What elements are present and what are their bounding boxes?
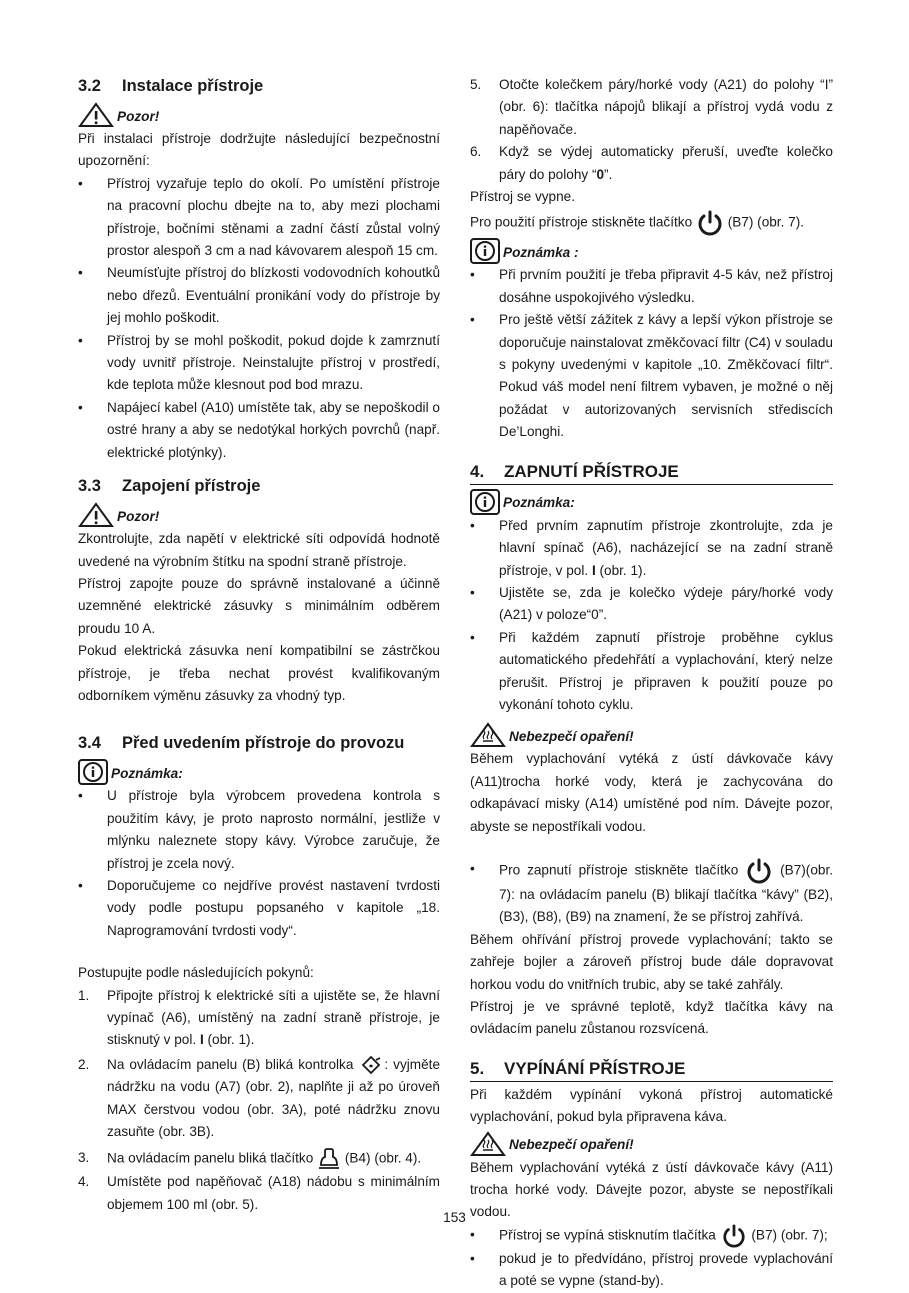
paragraph: Pro použití přístroje stiskněte tlačítko (B7) (obr. 7). <box>470 210 833 236</box>
list-item: 4. Umístěte pod napěňovač (A18) nádobu s minimálním objemem 100 ml (obr. 5). <box>78 1174 440 1212</box>
list-item: • Při každém zapnutí přístroje proběhne cyklus automatického předehřátí a vyplachování, který nelze přerušit. Přístroj je připraven k použití pouze po vykonání tohoto cyklu. <box>470 627 833 717</box>
paragraph: Zkontrolujte, zda napětí v elektrické síti odpovídá hodnotě uvedené na výrobním štítku na spodní straně přístroje. <box>78 531 440 569</box>
power-icon <box>745 858 773 884</box>
paragraph: Přístroj zapojte pouze do správně instalované a účinně uzemněné elektrické zásuvky s minimálním odběrem proudu 10 A. <box>78 575 440 636</box>
list-item: 3. Na ovládacím panelu bliká tlačítko (B4) (obr. 4). <box>78 1147 440 1171</box>
bullet-list <box>78 173 440 464</box>
water-tank-icon <box>358 1054 384 1076</box>
list-item: 5. Otočte kolečkem páry/horké vody (A21) do polohy “I” (obr. 6): tlačítka nápojů blikají a přístroj vydá vodu z napěňovače. <box>470 77 833 137</box>
danger-note: Nebezpečí opaření! <box>470 1129 833 1157</box>
list-item: 2. Na ovládacím panelu (B) bliká kontrolka : vyjměte nádržku na vodu (A7) (obr. 2), naplňte ji až po úroveň MAX čerstvou vodou (obr. 3A), poté nádržku znovu zasuňte (obr. 3B). <box>78 1054 440 1144</box>
hot-water-icon <box>317 1147 341 1171</box>
paragraph: Během vyplachování vytéká z ústí dávkovače kávy (A11) trocha horké vody. Dávejte pozor, abyste se nepostříkali vodou. <box>470 1159 833 1220</box>
list-item: • Ujistěte se, zda je kolečko výdeje páry/horké vody (A21) v poloze“0”. <box>470 582 833 627</box>
page-number: 153 <box>443 1210 466 1225</box>
paragraph: Přístroj se vypne. <box>470 189 576 205</box>
paragraph: Pokud elektrická zásuvka není kompatibilní se zástrčkou přístroje, je třeba nechat provést kvalifikovaným odborníkem výměnu zásuvky za vhodný typ. <box>78 643 440 703</box>
hot-surface-warning-icon <box>470 1131 506 1157</box>
info-icon <box>470 238 500 264</box>
paragraph: Postupujte podle následujících pokynů: <box>78 965 314 981</box>
info-icon <box>470 489 500 515</box>
heading-3-2: 3.2 Instalace přístroje <box>78 77 264 95</box>
list-item: 1. Připojte přístroj k elektrické síti a ujistěte se, že hlavní vypínač (A6), umístěný na zadní straně přístroje, je stisknutý v pol. I (obr. 1). <box>78 987 440 1048</box>
hot-surface-warning-icon <box>470 722 506 748</box>
list-item: • Přístroj by se mohl poškodit, pokud dojde k zamrznutí vody uvnitř přístroje. Neinstalujte přístroj v prostředí, kde teplota může klesnout pod bod mrazu. <box>78 330 440 397</box>
heading-4: 4. ZAPNUTÍ PŘÍSTROJE <box>470 460 833 485</box>
list-item: • Napájecí kabel (A10) umístěte tak, aby se nepoškodil o ostré hrany a aby se nedotýkal horkých povrchů (např. elektrické plotýnky). <box>78 397 440 464</box>
list-item: • pokud je to předvídáno, přístroj provede vyplachování a poté se vypne (stand-by). <box>470 1248 833 1293</box>
paragraph: Při každém vypínání vykoná přístroj automatické vyplachování, pokud byla připravena káva. <box>470 1086 833 1125</box>
list-item: • Pro zapnutí přístroje stiskněte tlačítko (B7)(obr. 7): na ovládacím panelu (B) blikají tlačítka “kávy” (B2), (B3), (B8), (B9) na znamení, že se přístroj zahřívá. <box>470 858 833 929</box>
power-icon <box>720 1224 748 1248</box>
warning-note: Pozor! <box>78 100 440 128</box>
list-item: • Neumísťujte přístroj do blízkosti vodovodních kohoutků nebo dřezů. Eventuální pronikání vody do přístroje by jej mohlo poškodit. <box>78 262 440 329</box>
numbered-list <box>470 74 833 186</box>
heading-3-3: 3.3 Zapojení přístroje <box>78 477 261 496</box>
list-item: • Při prvním použití je třeba připravit 4-5 káv, než přístroj dosáhne uspokojivého výsledku. <box>470 264 833 309</box>
paragraph: Přístroj je ve správné teplotě, když tlačítka kávy na ovládacím panelu zůstanou rozsvícená. <box>470 999 833 1037</box>
list-item: • Před prvním zapnutím přístroje zkontrolujte, zda je hlavní spínač (A6), nacházející se na zadní straně přístroje, v pol. I (obr. 1). <box>470 515 833 582</box>
list-item: 6. Když se výdej automaticky přeruší, uveďte kolečko páry do polohy “0”. <box>470 144 833 182</box>
bullet-list <box>78 785 440 942</box>
bullet-list <box>470 515 833 717</box>
paragraph: Během vyplachování vytéká z ústí dávkovače kávy (A11)trocha horké vody, která je zachycována do odkapávací misky (A14) umístěné pod ním. Dávejte pozor, abyste se nepostříkali vodou. <box>470 751 833 834</box>
info-note: Poznámka: <box>470 487 833 515</box>
list-item: • U přístroje byla výrobcem provedena kontrola s použitím kávy, je proto naprosto normální, jestliže v mlýnku naleznete stopy kávy. Výrobce zaručuje, že přístroj je zcela nový. <box>78 785 440 875</box>
heading-5: 5. VYPÍNÁNÍ PŘÍSTROJE <box>470 1057 833 1082</box>
info-note: Poznámka : <box>470 236 833 264</box>
danger-note: Nebezpečí opaření! <box>470 720 833 748</box>
bullet-list <box>470 858 833 929</box>
info-icon <box>78 759 108 785</box>
list-item: • Pro ještě větší zážitek z kávy a lepší výkon přístroje se doporučuje nainstalovat změkčovací filtr (C4) v souladu s pokyny uvedenými v kapitole „10. Změkčovací filtr“. Pokud váš model není filtrem vybaven, je možné o něj požádat v autorizovaných servisních střediscích De’Longhi. <box>470 309 833 443</box>
right-column <box>470 74 833 1293</box>
heading-3-4: 3.4 Před uvedením přístroje do provozu <box>78 734 405 753</box>
power-icon <box>696 210 724 236</box>
paragraph: Při instalaci přístroje dodržujte následující bezpečnostní upozornění: <box>78 131 440 169</box>
list-item: • Doporučujeme co nejdříve provést nastavení tvrdosti vody podle postupu popsaného v kapitole „18. Naprogramování tvrdosti vody“. <box>78 875 440 942</box>
warning-triangle-icon <box>78 502 114 528</box>
warning-note: Pozor! <box>78 500 440 528</box>
paragraph: Během ohřívání přístroj provede vyplachování; takto se zahřeje bojler a zároveň přístroj bude dále dopravovat horkou vodu do vnitřních trubic, aby se také zahřály. <box>470 931 833 992</box>
info-note: Poznámka: <box>78 757 440 785</box>
warning-triangle-icon <box>78 102 114 128</box>
bullet-list <box>470 1224 833 1293</box>
left-column <box>78 74 440 1216</box>
list-item: • Přístroj vyzařuje teplo do okolí. Po umístění přístroje na pracovní plochu dbejte na to, aby mezi plochami přístroje, bočními stěnami a zadní částí zůstal volný prostor alespoň 3 cm a nad kávovarem alespoň 15 cm. <box>78 173 440 263</box>
bullet-list <box>470 264 833 443</box>
numbered-list <box>78 985 440 1217</box>
list-item: • Přístroj se vypíná stisknutím tlačítka (B7) (obr. 7); <box>470 1224 833 1248</box>
